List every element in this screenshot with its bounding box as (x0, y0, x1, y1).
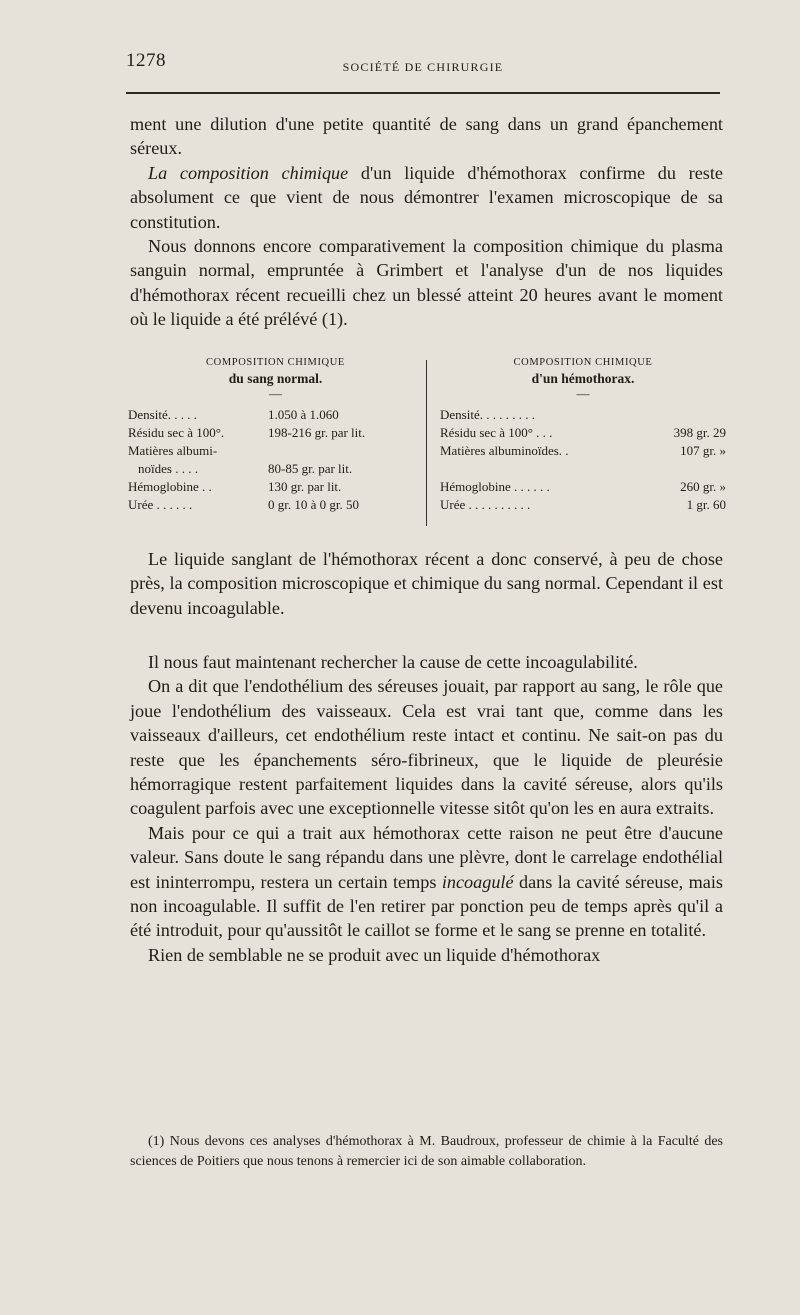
composition-table (128, 356, 724, 528)
page-header (126, 50, 720, 80)
body-text-bottom (130, 650, 723, 967)
row-label: Urée . . . . . . (128, 497, 193, 512)
running-title: SOCIÉTÉ DE CHIRURGIE (342, 60, 504, 74)
paragraph-text: d'un liquide d'hémothorax confirme du reste absolument ce que vient de nous démontrer l'examen microscopique de sa constitution. (130, 162, 723, 232)
row-label: Hémoglobine . . . . . . (440, 479, 550, 494)
column-title: COMPOSITION CHIMIQUE (206, 357, 345, 368)
paragraph-chemical-composition (130, 161, 723, 234)
row-value: 1 gr. 60 (686, 497, 726, 512)
column-dash: — (576, 386, 590, 401)
row-label: Résidu sec à 100° . . . (440, 425, 553, 440)
header-rule (126, 92, 720, 94)
row-label: Matières albuminoïdes. . (440, 443, 569, 458)
table-row (440, 406, 726, 424)
row-label: noïdes . . . . (138, 461, 198, 476)
table-column-hemothorax (440, 356, 726, 514)
row-value: 1.050 à 1.060 (268, 407, 339, 422)
column-subtitle: d'un hémothorax. (531, 371, 635, 386)
row-value: 398 gr. 29 (673, 425, 726, 440)
table-row (128, 478, 423, 496)
table-row (128, 460, 423, 478)
row-label: Urée . . . . . . . . . . (440, 497, 531, 512)
row-value: 198-216 gr. par lit. (268, 425, 366, 440)
row-value: 0 gr. 10 à 0 gr. 50 (268, 497, 359, 512)
table-column-normal-blood (128, 356, 423, 514)
footnote (130, 1132, 723, 1172)
paragraph-comparison: Nous donnons encore comparativement la composition chimique du plasma sanguin normal, empruntée à Grimbert et l'analyse d'un de nos liquides d'hémothorax récent recueilli chez un blessé atteint 20 heures avant le moment où le liquide a été prélévé (1). (130, 236, 723, 330)
body-text-middle (130, 547, 723, 620)
table-divider (426, 360, 427, 526)
italic-word: incoagulé (441, 871, 514, 892)
table-row (128, 424, 423, 442)
paragraph-nothing-similar: Rien de semblable ne se produit avec un liquide d'hémothorax (148, 944, 601, 965)
row-value: 107 gr. » (680, 443, 726, 458)
row-value: 260 gr. » (680, 479, 726, 494)
paragraph-hemothorax (130, 821, 723, 943)
paragraph-endothelium: On a dit que l'endothélium des séreuses jouait, par rapport au sang, le rôle que joue l'endothélium des vaisseaux. Cela est vrai tant que, comme dans les vaisseaux d'ailleurs, cet endothélium reste intact et continu. Ne sait-on pas du reste que les épanchements séro-fibrineux, que le liquide de pleurésie hémorragique restent parfaitement liquides dans la cavité séreuse, alors qu'ils coagulent parfois avec une exceptionnelle vitesse sitôt qu'on les en aura extraits. (130, 676, 723, 819)
row-label: Résidu sec à 100°. (128, 425, 225, 440)
paragraph-continuation: ment une dilution d'une petite quantité de sang dans un grand épanchement séreux. (130, 114, 723, 159)
row-value: 80-85 gr. par lit. (268, 461, 353, 476)
row-label: Matières albumi- (128, 443, 218, 458)
row-label: Densité. . . . . . . . . (440, 407, 535, 422)
row-label: Hémoglobine . . (128, 479, 212, 494)
table-row (440, 442, 726, 460)
column-subtitle: du sang normal. (228, 371, 323, 386)
table-row (440, 424, 726, 442)
row-label: Densité. . . . . (128, 407, 197, 422)
table-row (440, 478, 726, 496)
table-row (440, 496, 726, 514)
row-value: 130 gr. par lit. (268, 479, 342, 494)
column-title: COMPOSITION CHIMIQUE (513, 357, 653, 368)
paragraph-text: Mais pour ce qui a trait aux hémothorax cette raison ne peut être d'aucune valeur. Sans doute le sang répandu dans une plèvre, dont le carrelage endothélial est ininterrompu, restera un certain temps (130, 822, 723, 892)
paragraph-conclusion: Le liquide sanglant de l'hémothorax récent a donc conservé, à peu de chose près, la composition microscopique et chimique du sang normal. Cependant il est devenu incoagulable. (130, 549, 723, 618)
page-number: 1278 (126, 50, 166, 71)
paragraph-cause: Il nous faut maintenant rechercher la cause de cette incoagulabilité. (148, 652, 638, 672)
footnote-text: (1) Nous devons ces analyses d'hémothorax à M. Baudroux, professeur de chimie à la Faculté des sciences de Poitiers que nous tenons à remercier ici de son aimable collaboration. (130, 1134, 723, 1169)
table-row (128, 406, 423, 424)
column-dash: — (269, 386, 282, 401)
body-text-top (130, 112, 723, 332)
table-row (128, 496, 423, 514)
paragraph-text: dans la cavité séreuse, mais non incoagulable. Il suffit de l'en retirer par ponction peu de temps après qu'il a été introduit, pour qu'aussitôt le caillot se forme et le sang se prenne en totalité. (130, 871, 723, 941)
italic-phrase: La composition chimique (148, 162, 349, 183)
table-row (440, 460, 726, 478)
table-row (128, 442, 423, 460)
